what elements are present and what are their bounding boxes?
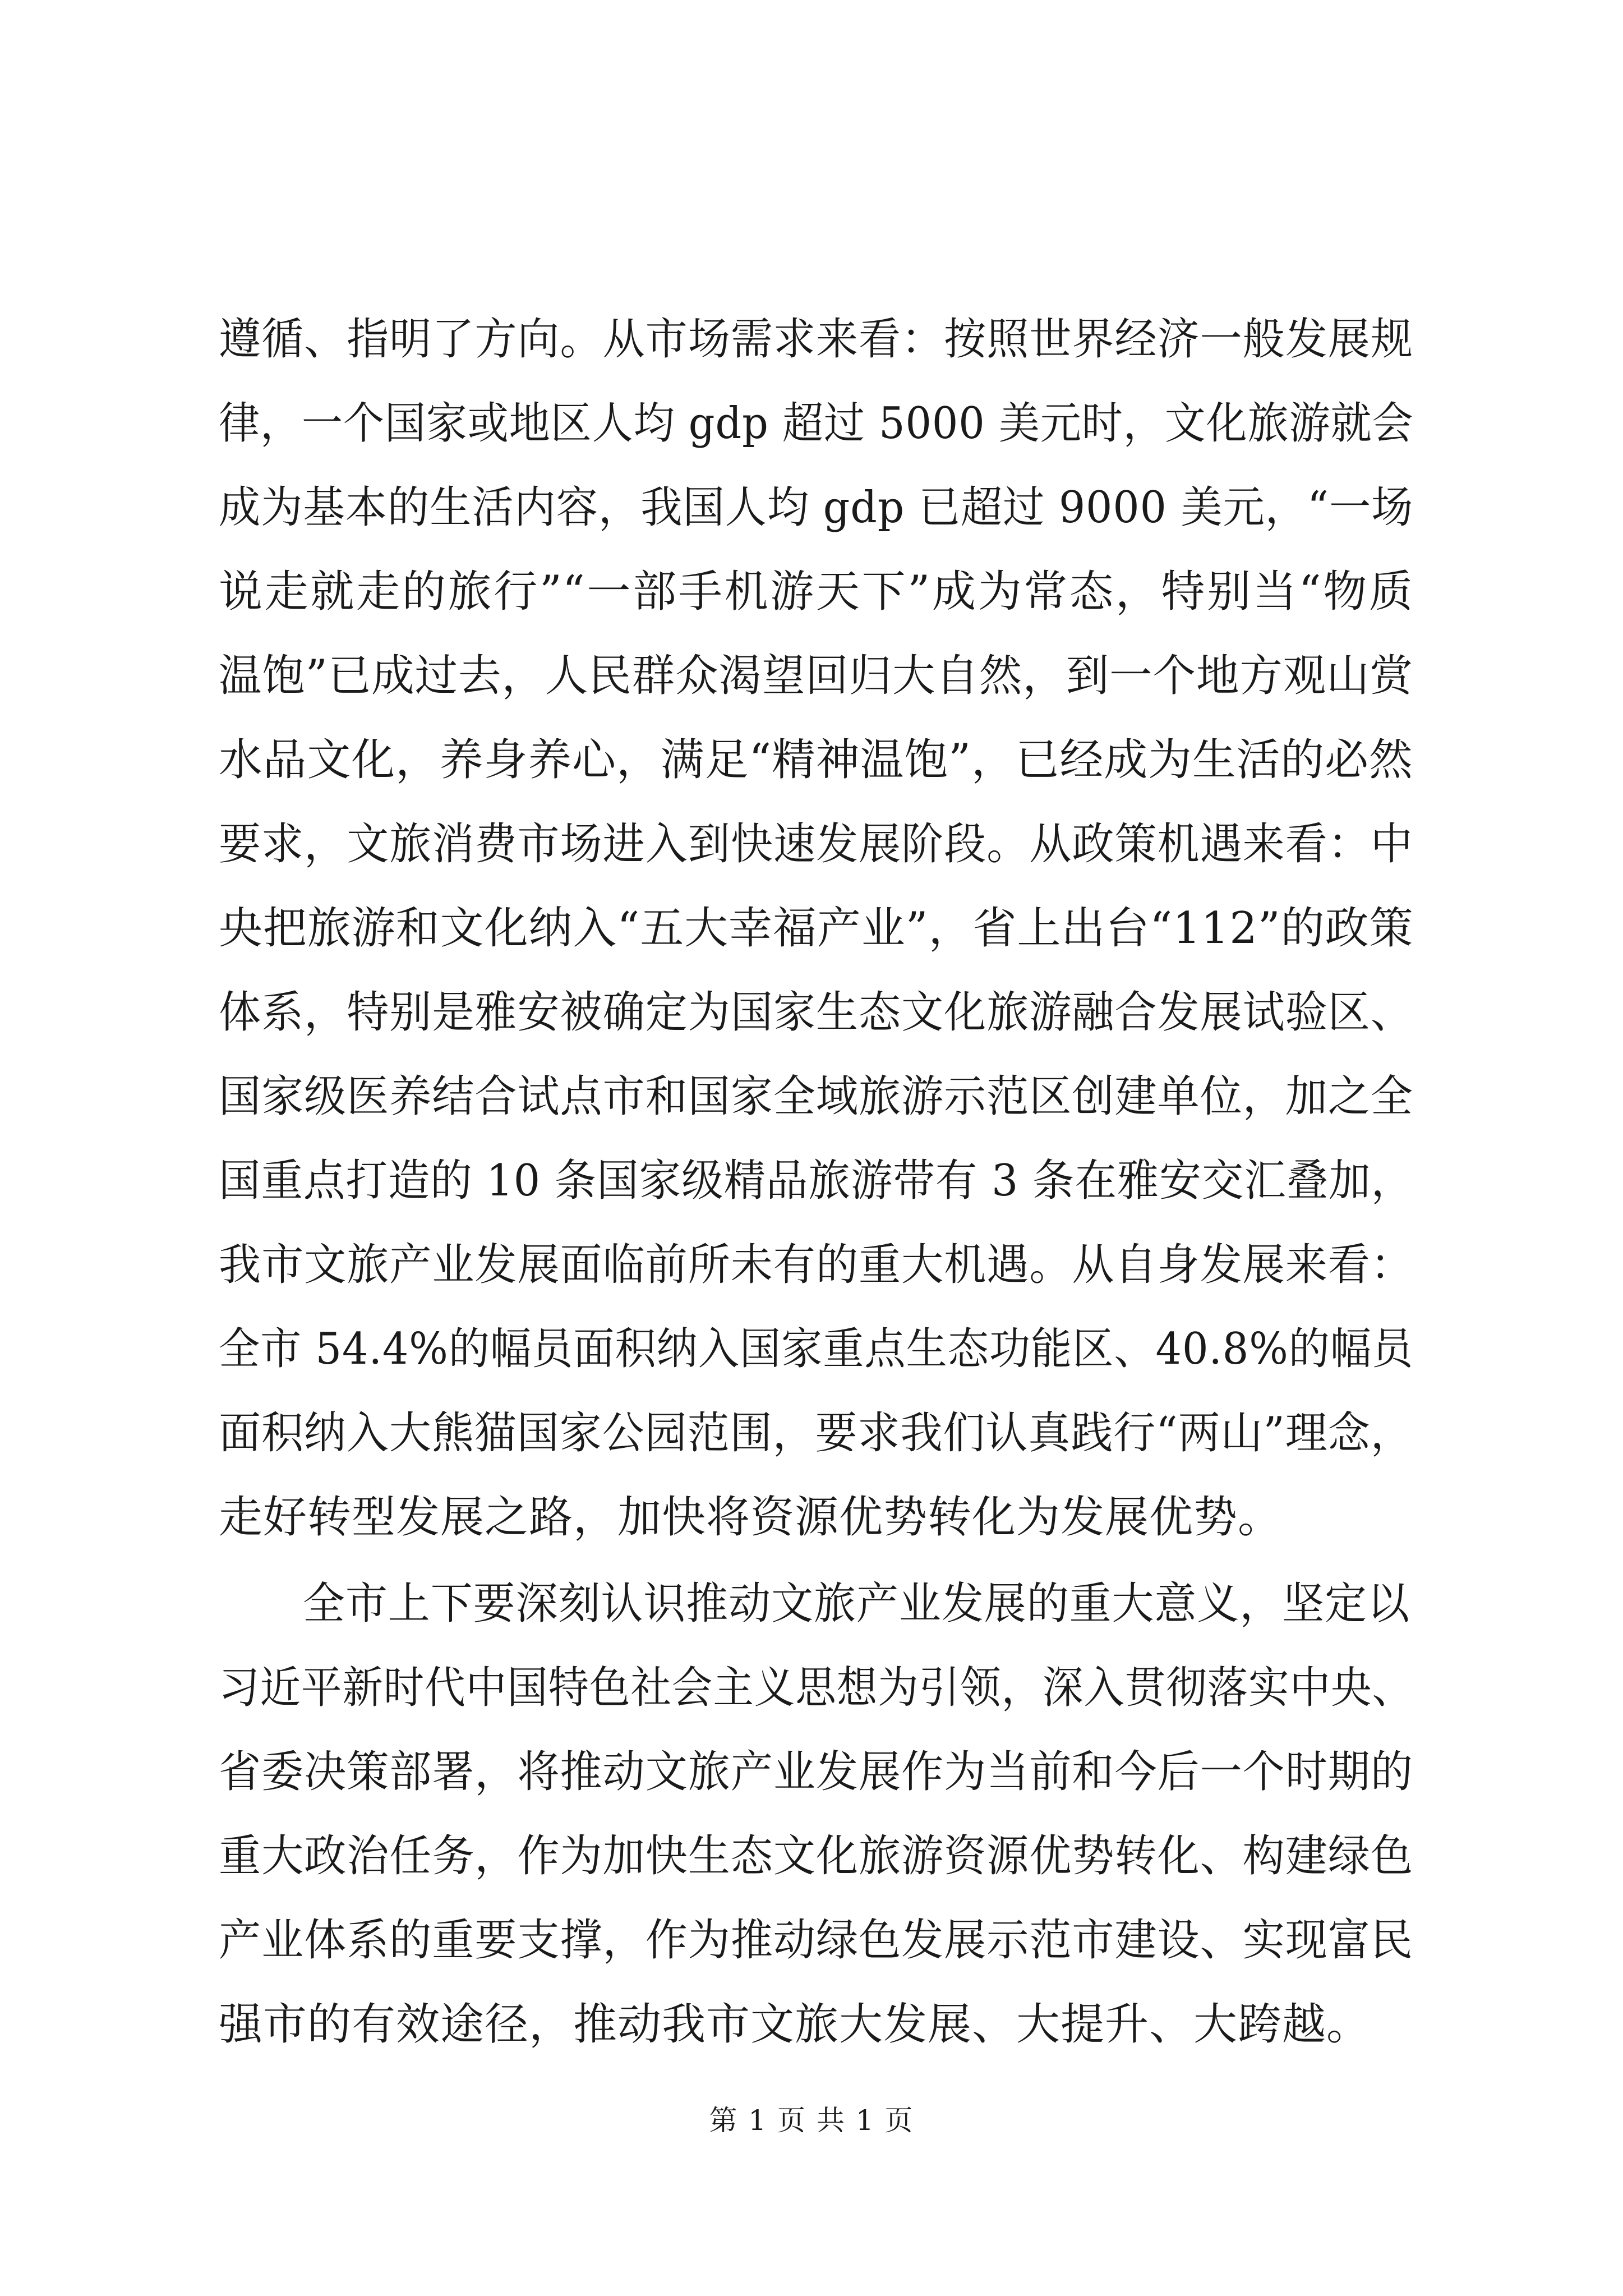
document-body bbox=[219, 297, 1413, 2068]
text-line: 说走就走的旅行”“一部手机游天下”成为常态，特别当“物质 bbox=[219, 567, 1413, 617]
text-line: 央把旅游和文化纳入“五大幸福产业”，省上出台“112”的政策 bbox=[219, 903, 1414, 954]
text-line: 省委决策部署，将推动文旅产业发展作为当前和今后一个时期的 bbox=[219, 1747, 1413, 1797]
text-line: 产业体系的重要支撑，作为推动绿色发展示范市建设、实现富民 bbox=[219, 1915, 1413, 1966]
text-line: 遵循、指明了方向。从市场需求来看：按照世界经济一般发展规 bbox=[219, 314, 1413, 365]
text-line: 全市 54.4%的幅员面积纳入国家重点生态功能区、40.8%的幅员 bbox=[219, 1324, 1414, 1374]
text-line: 体系，特别是雅安被确定为国家生态文化旅游融合发展试验区、 bbox=[219, 987, 1413, 1038]
text-line: 水品文化，养身养心，满足“精神温饱”，已经成为生活的必然 bbox=[219, 735, 1413, 785]
text-line: 国家级医养结合试点市和国家全域旅游示范区创建单位，加之全 bbox=[219, 1071, 1413, 1122]
paragraph-2 bbox=[219, 1562, 1413, 2067]
text-line: 面积纳入大熊猫国家公园范围，要求我们认真践行“两山”理念， bbox=[219, 1408, 1413, 1458]
paragraph-1 bbox=[219, 297, 1413, 1559]
text-line: 国重点打造的 10 条国家级精品旅游带有 3 条在雅安交汇叠加， bbox=[219, 1156, 1414, 1206]
text-line: 温饱”已成过去，人民群众渴望回归大自然，到一个地方观山赏 bbox=[219, 651, 1413, 701]
text-line: 全市上下要深刻认识推动文旅产业发展的重大意义，坚定以 bbox=[302, 1579, 1410, 1629]
text-line: 强市的有效途径，推动我市文旅大发展、大提升、大跨越。 bbox=[219, 1999, 1371, 2050]
text-line: 律，一个国家或地区人均 gdp 超过 5000 美元时，文化旅游就会 bbox=[219, 398, 1414, 449]
text-line: 要求，文旅消费市场进入到快速发展阶段。从政策机遇来看：中 bbox=[219, 819, 1413, 869]
text-line: 我市文旅产业发展面临前所未有的重大机遇。从自身发展来看： bbox=[219, 1240, 1413, 1290]
text-line: 习近平新时代中国特色社会主义思想为引领，深入贯彻落实中央、 bbox=[219, 1663, 1413, 1713]
text-line: 重大政治任务，作为加快生态文化旅游资源优势转化、构建绿色 bbox=[219, 1831, 1413, 1881]
text-line: 走好转型发展之路，加快将资源优势转化为发展优势。 bbox=[219, 1492, 1283, 1543]
page-footer: 第 1 页 共 1 页 bbox=[709, 2104, 914, 2137]
text-line: 成为基本的生活内容，我国人均 gdp 已超过 9000 美元，“一场 bbox=[219, 482, 1414, 533]
